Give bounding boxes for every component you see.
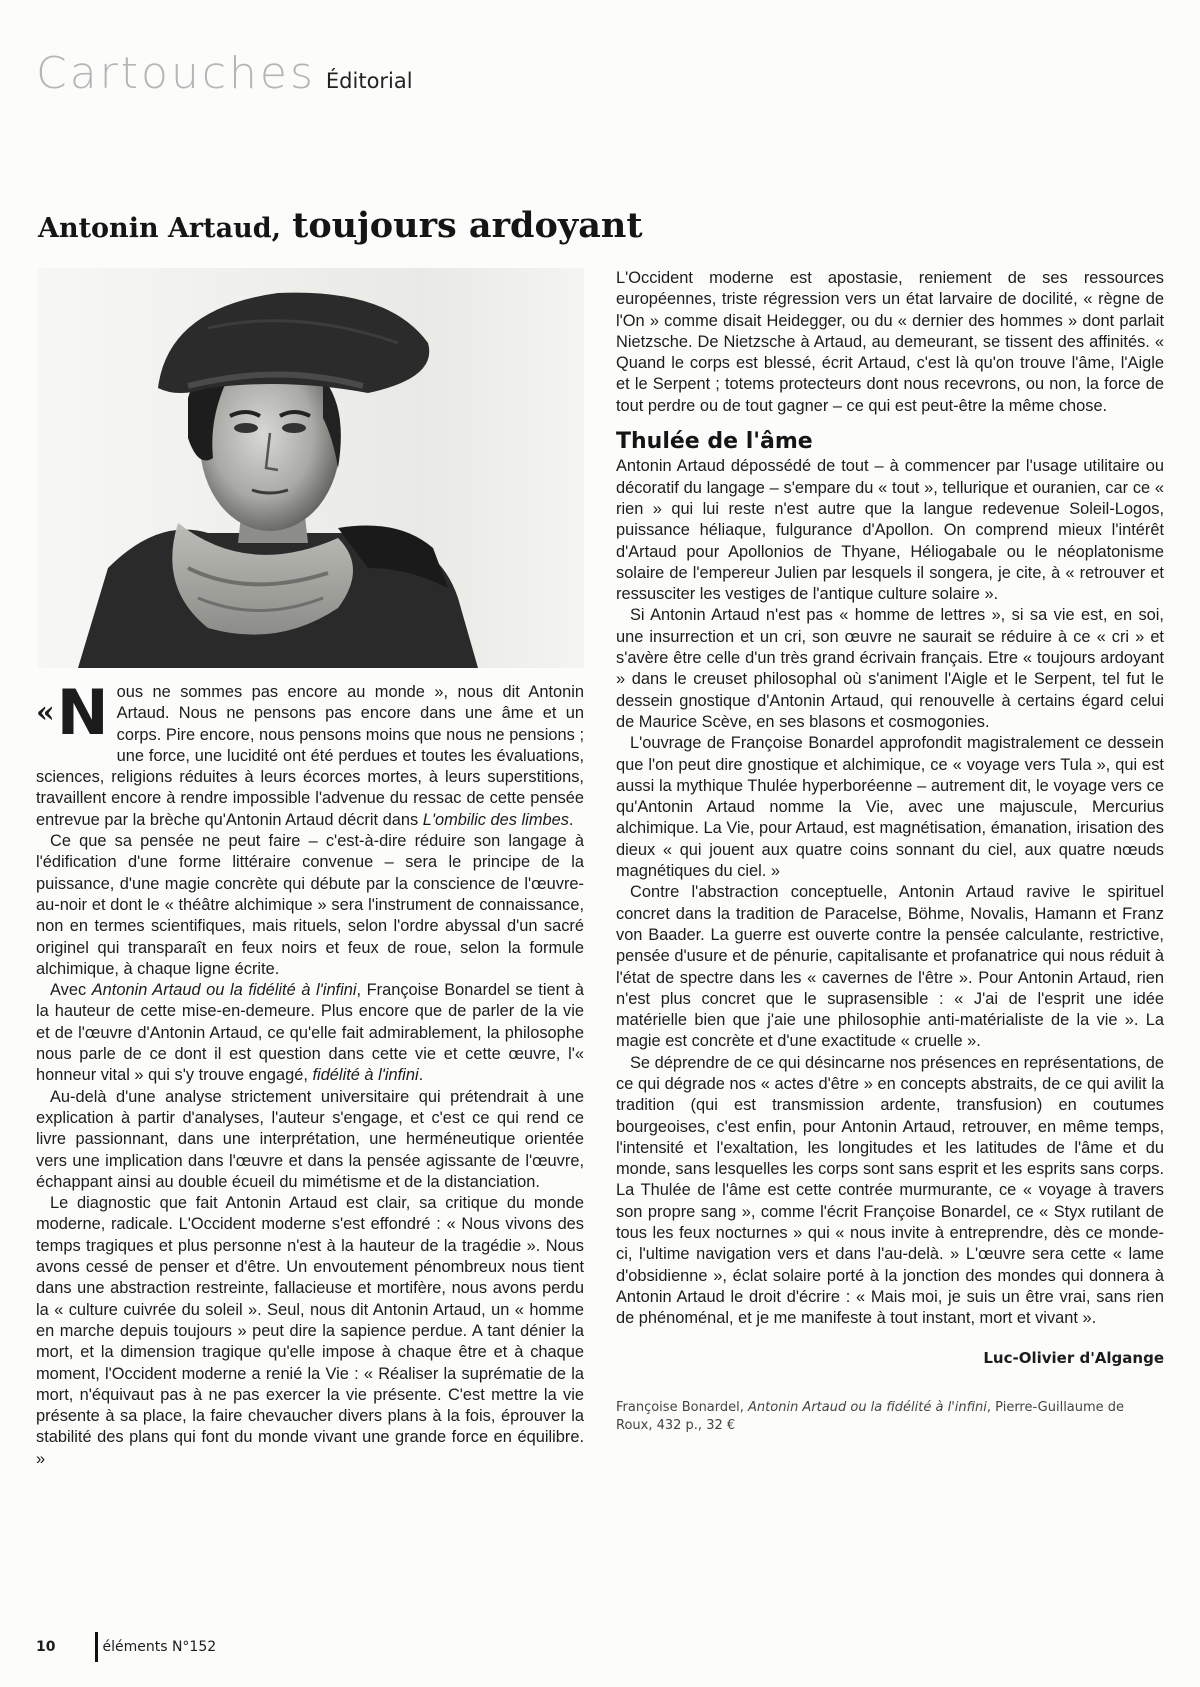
title-part-2: toujours ardoyant <box>292 205 643 246</box>
section-label: Éditorial <box>325 69 413 93</box>
opening-quote-mark: « <box>36 695 55 730</box>
drop-cap-block <box>36 676 109 749</box>
title-part-1: Antonin Artaud, <box>38 213 282 244</box>
article-title <box>38 205 642 246</box>
left-column <box>36 676 584 1470</box>
paragraph: Ce que sa pensée ne peut faire – c'est-à-dire réduire son langage à l'édification d'une forme littéraire convenue – sera le principe de la puissance, d'une magie concrète qui débute par la conscience de l'œuvre-au-noir et dont le « théâtre alchimique » sera l'instrument de connaissance, non en termes scientifiques, mais rituels, selon l'ordre abyssal d'un sacré originel qui transparaît en feux noirs et feux de roue, selon la formule alchimique, à chaque ligne écrite. <box>36 832 584 978</box>
page-number: 10 <box>36 1639 56 1655</box>
lead-paragraph <box>36 676 584 831</box>
lead-book-title: L'ombilic des limbes <box>422 810 569 829</box>
paragraph: Au-delà d'une analyse strictement universitaire qui prétendrait à une explication à partir d'analyses, l'auteur s'engage, et c'est ce qui rend ce livre passionnant, dans une interprétation, une herméneutique orientée vers une implication dans l'œuvre et dans la pensée agissante de l'œuvre, échappant ainsi au double écueil du mimétisme et de la distanciation. <box>36 1087 584 1191</box>
biblio-author: Françoise Bonardel, <box>616 1399 749 1415</box>
portrait-image <box>38 268 584 668</box>
right-column <box>616 268 1164 1435</box>
paragraph: Se déprendre de ce qui désincarne nos présences en représentations, de ce qui dégrade nos « actes d'être » en concepts abstraits, de ce qui avilit la tradition (qui est transmission ardente, transfusion) en coutumes bourgeoises, c'est enfin, pour Antonin Artaud, retrouver, en même temps, l'intensité et l'exaltation, les longitudes et les latitudes de l'âme et du monde, sans lesquelles les corps sont sans esprit et les esprits sans corps. La Thulée de l'âme est cette contrée murmurante, ce « voyage à travers son propre sang », comme l'écrit Françoise Bonardel, ce « Styx rutilant de tous les feux nocturnes » qui « nous invite à entreprendre, dès ce monde-ci, l'ultime navigation vers et dans l'au-delà. » L'œuvre sera cette « lame d'obsidienne », éclat solaire porté à la jonction des mondes qui donnera à Antonin Artaud le droit d'écrire : « Mais moi, je suis un être vrai, sans rien de phénoménal, et je me manifeste à tout instant, mort et vivant ». <box>616 1053 1164 1328</box>
text-run: , Françoise Bonardel se tient à la hauteur de cette mise-en-demeure. Plus encore que de parler de la vie et de l'œuvre d'Antonin Artaud, ce qu'elle fait admirablement, la philosophe nous parle de ce dont il est question dans cette vie et cette œuvre, l'« honneur vital » qui s'y trouve engagé, <box>36 981 584 1085</box>
paragraph <box>36 980 584 1086</box>
footer-separator <box>95 1632 98 1662</box>
bibliography-note <box>616 1399 1164 1435</box>
lead-text: ous ne sommes pas encore au monde », nous dit Antonin Artaud. Nous ne pensons pas encore dans une âme et un corps. Pire encore, nous pensons moins que nous ne pensions ; une force, une lucidité ont été perdues et toutes les évaluations, sciences, religions réduites à leurs écorces mortes, à leurs superstitions, travaillent encore à rendre impossible l'advenue du ressac de cette pensée entrevue par la brèche qu'Antonin Artaud décrit dans <box>36 683 584 829</box>
drop-cap: N <box>56 676 109 749</box>
paragraph: Antonin Artaud dépossédé de tout – à commencer par l'usage utilitaire ou décoratif du langage – s'empare du « tout », tellurique et ouranien, car ce « rien » qui lui reste n'est autre que la langue redevenue Soleil-Logos, puissance héliaque, fulgurance d'Apollon. On comprend mieux l'intérêt d'Artaud pour Apollonios de Thyane, Héliogabale ou le néoplatonisme solaire de l'empereur Julien par lesquels il songera, je cite, à « retrouver et ressusciter les vestiges de l'antique culture solaire ». <box>616 457 1164 604</box>
lead-text-end: . <box>568 810 574 829</box>
emphasis: fidélité à l'infini <box>312 1066 419 1085</box>
paragraph: Contre l'abstraction conceptuelle, Antonin Artaud ravive le spirituel concret dans la tradition de Paracelse, Böhme, Novalis, Hamann et Franz von Baader. La guerre est ouverte contre la pensée calculante, restrictive, pensée d'usure et de pénurie, capitalisante et profanatrice qui nous réduit à l'état de spectre dans les « cavernes de l'être ». Pour Antonin Artaud, rien n'est plus concret que le suprasensible : « J'ai de l'esprit une idée matérielle bien que j'aie une philosophie anti-matérialiste de la vie ». La magie est concrète et d'une exactitude « cruelle ». <box>616 883 1164 1051</box>
page-footer <box>36 1632 216 1662</box>
biblio-publisher: , Pierre-Guillaume de Roux, 432 p., 32 € <box>616 1399 1125 1433</box>
paragraph: L'Occident moderne est apostasie, reniement de ses ressources européennes, triste régression vers un état larvaire de docilité, « règne de l'On » comme disait Heidegger, ou du « dernier des hommes » dont parlait Nietzsche. De Nietzsche à Artaud, au demeurant, se tissent des affinités. « Quand le corps est blessé, écrit Artaud, c'est là qu'on trouve l'âme, l'Aigle et le Serpent ; totems protecteurs dont nous recevrons, ou non, la force de tout perdre ou de tout gagner – ce qui est peut-être la même chose. <box>616 269 1164 415</box>
paragraph: L'ouvrage de Françoise Bonardel approfondit magistralement ce dessein que l'on peut dire gnostique et alchimique, ce « voyage vers Tula », qui est aussi la mythique Thulée hyperboréenne – autrement dit, le voyage vers ce qu'Antonin Artaud nomme la Vie, avec une majuscule, Mercurius alchimique. La Vie, pour Artaud, est magnétisation, émanation, irisation des dieux « qui jouent aux quatre coins sonnant du ciel, aux quatre nœuds magnétiques du ciel. » <box>616 734 1164 881</box>
portrait-photo <box>38 268 584 668</box>
text-run: . <box>418 1066 424 1085</box>
paragraph: Si Antonin Artaud n'est pas « homme de lettres », si sa vie est, en soi, une insurrection et un cri, son œuvre ne saurait se réduire à ce « cri » et s'avère être celle d'un très grand écrivain français. Etre « toujours ardoyant » dans le creuset philosophal où s'animent l'Aigle et le Serpent, tel fut le dessein gnostique d'Antonin Artaud, qui renouvelle à certains égard celui de Maurice Scève, en ses blasons et cosmogonies. <box>616 606 1164 731</box>
rubric-title: Cartouches <box>36 48 316 99</box>
subheading: Thulée de l'âme <box>616 429 813 455</box>
text-run: Avec <box>50 981 92 1000</box>
paragraph: Le diagnostic que fait Antonin Artaud est clair, sa critique du monde moderne, radicale. L'Occident moderne s'est effondré : « Nous vivons des temps tragiques et plus personne n'est à la hauteur de la tragédie ». Nous avons cessé de penser et d'être. Un envoutement pénombreux nous tient dans une abstraction restreinte, fallacieuse et mortifère, nous avons perdu la « culture cuivrée du soleil ». Seul, nous dit Antonin Artaud, un « homme en marche depuis toujours » peut dire la sapience perdue. A tant dénier la mort, et la dimension tragique qu'elle impose à chaque être et à chaque moment, l'Occident moderne a renié la Vie : « Réaliser la suprématie de la mort, n'équivaut pas à ne pas exercer la vie présente. C'est mettre la vie présente à sa place, la faire chevaucher divers plans à la fois, éprouver la stabilité des plans qui font du monde vivant une grande force en équilibre. » <box>36 1194 584 1468</box>
author-signature: Luc-Olivier d'Algange <box>983 1348 1164 1367</box>
page-header <box>36 48 413 108</box>
magazine-name: éléments N°152 <box>102 1639 217 1655</box>
book-title: Antonin Artaud ou la fidélité à l'infini <box>91 981 357 1000</box>
biblio-book-title: Antonin Artaud ou la fidélité à l'infini <box>748 1399 987 1415</box>
